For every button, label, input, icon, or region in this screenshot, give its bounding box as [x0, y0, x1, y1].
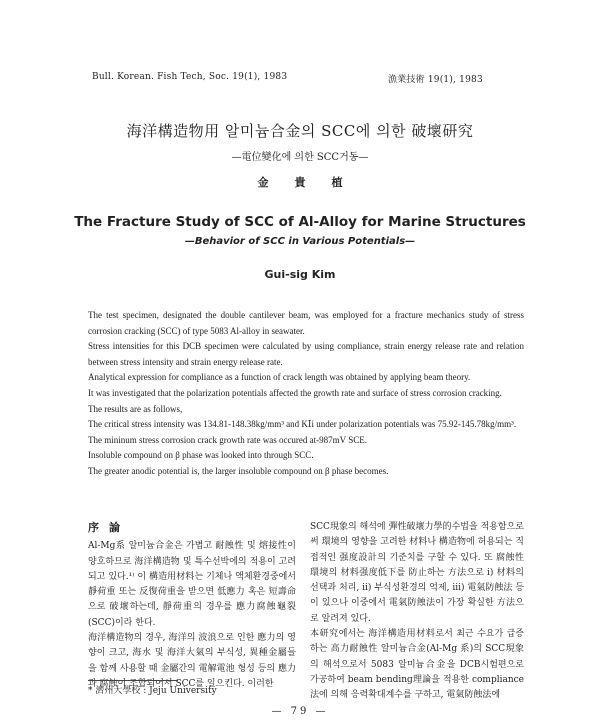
- abstract-paragraph: The results are as follows,: [88, 403, 183, 414]
- subtitle-english: —Behavior of SCC in Various Potentials—: [184, 236, 416, 247]
- subtitle-korean: —電位變化에 의한 SCC거동—: [231, 152, 369, 163]
- intro-paragraph: 海洋構造物의 경우, 海洋의 波浪으로 인한 應力의 영향이 크고, 海水 및 海洋大氣의 부식성, 異種金屬들을 함께 사용할 때 金屬간의 電解電池 형성 등의 應力과 腐蝕이 조합되어서 SCC를 일으킨다. 이러한: [88, 633, 296, 689]
- abstract-paragraph: The test specimen, designated the double cantilever beam, was employed for a fracture mechanics study of stress corrosion cracking (SCC) of type 5083 Al-alloy in seawater.: [88, 310, 524, 336]
- abstract-paragraph: Analytical expression for compliance as a function of crack length was obtained by applying beam theory.: [88, 372, 471, 383]
- running-head-right: 漁業技術 19(1), 1983: [388, 75, 483, 85]
- intro-paragraph: 本研究에서는 海洋構造用材料로서 최근 수요가 급증하는 高力耐蝕性 알미늄合金(Al-Mg 系)의 SCC現象의 해석으로서 5083 알미늄合金을 DCB시험편으로 가공하여 beam bending理論을 적용한 compliance法에 의해 응력확대계수를 구하고, 電氣防蝕法에: [310, 629, 524, 701]
- abstract-paragraph: Stress intensities for this DCB specimen were calculated by using compliance, strain energy release rate and relation between stress intensity and strain energy release rate.: [88, 341, 524, 367]
- intro-left-column: [88, 520, 296, 692]
- abstract-paragraph: The mininum stress corrosion crack growth rate was occured at-987mV SCE.: [88, 434, 368, 445]
- intro-paragraph: Al-Mg系 알미늄合金은 가볍고 耐蝕性 및 熔接性이 양호하므로 海洋構造物 및 특수선박에의 적용이 고려되고 있다.¹⁾ 이 構造用材料는 기체나 액체환경중에서 靜荷重 또는 反復荷重을 받으면 低應力 혹은 短壽命으로 破壞하는데, 靜荷重의 경우를 應力腐蝕龜裂(SCC)이라 한다.: [88, 541, 296, 628]
- author-english: Gui-sig Kim: [264, 268, 336, 281]
- page-number: — 79 —: [271, 706, 329, 717]
- affiliation-footnote: * 濟州大學校 : Jeju University: [88, 686, 217, 696]
- intro-right-column: [310, 520, 524, 704]
- title-korean: 海洋構造物用 알미늄合金의 SCC에 의한 破壞研究: [126, 122, 474, 140]
- intro-paragraph: SCC現象의 해석에 彈性破壞力學的수법을 적용함으로써 環境의 영향을 고려한 材料나 構造物에 허용되는 직접적인 强度設計의 기준치를 구할 수 있다. 또 腐蝕性環境의 材料强度低下를 防止하는 方法으로 i) 材料의 선택과 처리, ii) 부식성환경의 억제, iii) 電氣防蝕法 등이 있으나 이중에서 電氣防蝕法이 가장 확실한 方法으로 알려져 있다.: [310, 522, 524, 624]
- title-english: The Fracture Study of SCC of Al-Alloy for Marine Structures: [74, 214, 526, 230]
- running-head-left: Bull. Korean. Fish Tech, Soc. 19(1), 1983: [92, 72, 288, 82]
- abstract-paragraph: The critical stress intensity was 134.81-148.38kg/mm³ and KⅠi under polarization potentials was 75.92-145.78kg/mm³.: [88, 419, 517, 430]
- abstract-paragraph: The greater anodic potential is, the larger insoluble compound on β phase becomes.: [88, 465, 389, 476]
- abstract: [88, 308, 524, 480]
- author-korean: 金貴植: [257, 176, 369, 189]
- footnote-divider: [88, 680, 178, 681]
- abstract-paragraph: It was investigated that the polarization potentials affected the growth rate and surface of stress corrosion cracking.: [88, 387, 502, 398]
- abstract-paragraph: Insoluble compound on β phase was looked into through SCC.: [88, 450, 314, 461]
- section-heading-intro: 序論: [88, 521, 130, 534]
